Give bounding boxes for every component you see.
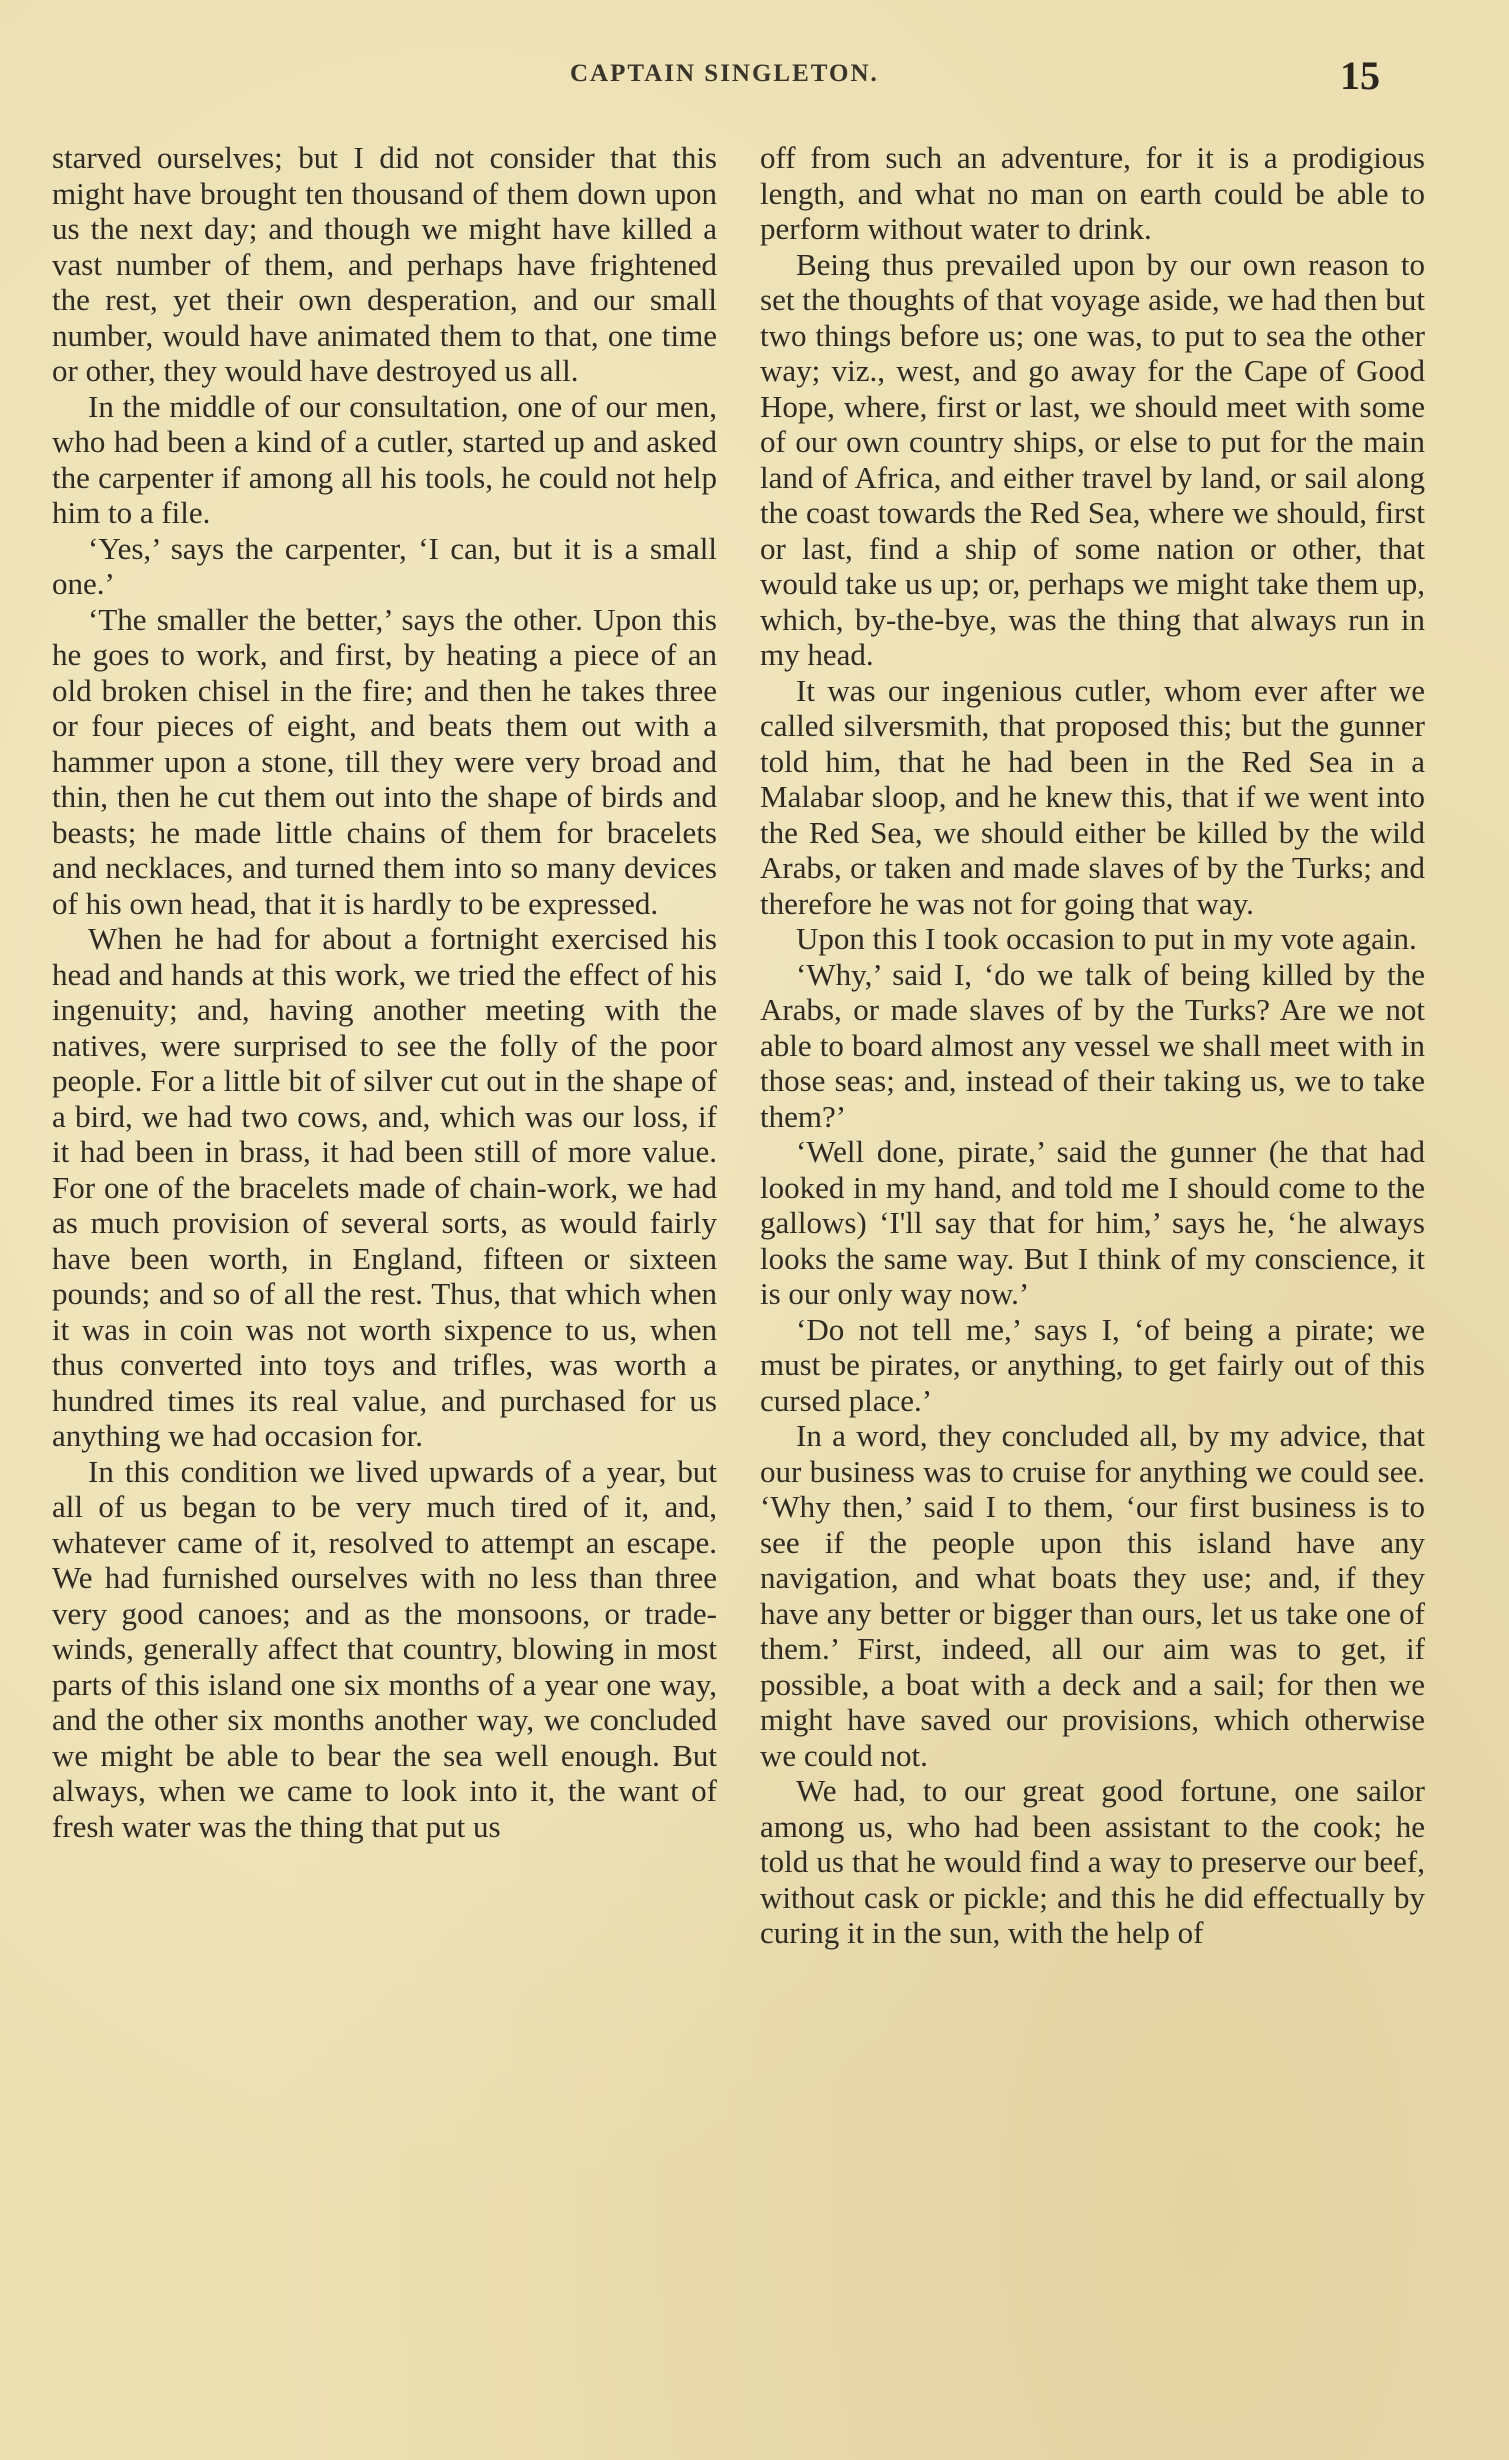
paragraph: ‘The smaller the better,’ says the other. Upon this he goes to work, and first, by heating a piece of an old broken chisel in the fire; and then he takes three or four pieces of eight, and beats them out with a hammer upon a stone, till they were very broad and thin, then he cut them out into the shape of birds and beasts; he made little chains of them for bracelets and necklaces, and turned them into so many devices of his own head, that it is hardly to be expressed. [52, 601, 717, 921]
running-title: CAPTAIN SINGLETON. [570, 60, 879, 87]
page-number: 15 [1340, 53, 1380, 98]
paragraph: When he had for about a fortnight exercised his head and hands at this work, we tried the effect of his ingenuity; and, having another meeting with the natives, were surprised to see the folly of the poor people. For a little bit of silver cut out in the shape of a bird, we had two cows, and, which was our loss, if it had been in brass, it had been still of more value. For one of the bracelets made of chain-work, we had as much provision of several sorts, as would fairly have been worth, in England, fifteen or sixteen pounds; and so of all the rest. Thus, that which when it was in coin was not worth sixpence to us, when thus converted into toys and trifles, was worth a hundred times its real value, and purchased for us anything we had occasion for. [52, 921, 717, 1453]
paragraph: ‘Yes,’ says the carpenter, ‘I can, but it is a small one.’ [52, 530, 717, 601]
paragraph: In a word, they concluded all, by my advice, that our business was to cruise for anything we could see. ‘Why then,’ said I to them, ‘our first business is to see if the people upon this island have any navigation, and what boats they use; and, if they have any better or bigger than ours, let us take one of them.’ First, indeed, all our aim was to get, if possible, a boat with a deck and a sail; for then we might have saved our provisions, which otherwise we could not. [760, 1418, 1425, 1773]
paragraph: ‘Do not tell me,’ says I, ‘of being a pirate; we must be pirates, or anything, to get fairly out of this cursed place.’ [760, 1311, 1425, 1418]
page-header [0, 54, 1509, 104]
paragraph: off from such an adventure, for it is a prodigious length, and what no man on earth could be able to perform without water to drink. [760, 140, 1425, 246]
paragraph: ‘Why,’ said I, ‘do we talk of being killed by the Arabs, or made slaves of by the Turks? Are we not able to board almost any vessel we shall meet with in those seas; and, instead of their taking us, we to take them?’ [760, 956, 1425, 1134]
paragraph: Being thus prevailed upon by our own reason to set the thoughts of that voyage aside, we had then but two things before us; one was, to put to sea the other way; viz., west, and go away for the Cape of Good Hope, where, first or last, we should meet with some of our own country ships, or else to put for the main land of Africa, and either travel by land, or sail along the coast towards the Red Sea, where we should, first or last, find a ship of some nation or other, that would take us up; or, perhaps we might take them up, which, by-the-bye, was the thing that always run in my head. [760, 246, 1425, 672]
paragraph: ‘Well done, pirate,’ said the gunner (he that had looked in my hand, and told me I should come to the gallows) ‘I'll say that for him,’ says he, ‘he always looks the same way. But I think of my conscience, it is our only way now.’ [760, 1134, 1425, 1311]
paragraph: In the middle of our consultation, one of our men, who had been a kind of a cutler, started up and asked the carpenter if among all his tools, he could not help him to a file. [52, 388, 717, 530]
left-column [52, 140, 717, 2430]
paragraph: Upon this I took occasion to put in my vote again. [796, 921, 1417, 956]
right-column [760, 140, 1425, 2430]
paragraph: In this condition we lived upwards of a year, but all of us began to be very much tired of it, and, whatever came of it, resolved to attempt an escape. We had furnished ourselves with no less than three very good canoes; and as the monsoons, or trade-winds, generally affect that country, blowing in most parts of this island one six months of a year one way, and the other six months another way, we concluded we might be able to bear the sea well enough. But always, when we came to look into it, the want of fresh water was the thing that put us [52, 1453, 717, 1844]
paragraph: starved ourselves; but I did not consider that this might have brought ten thousand of them down upon us the next day; and though we might have killed a vast number of them, and perhaps have frightened the rest, yet their own desperation, and our small number, would have animated them to that, one time or other, they would have destroyed us all. [52, 140, 717, 388]
paragraph: It was our ingenious cutler, whom ever after we called silversmith, that proposed this; but the gunner told him, that he had been in the Red Sea in a Malabar sloop, and he knew this, that if we went into the Red Sea, we should either be killed by the wild Arabs, or taken and made slaves of by the Turks; and therefore he was not for going that way. [760, 672, 1425, 921]
paragraph: We had, to our great good fortune, one sailor among us, who had been assistant to the cook; he told us that he would find a way to preserve our beef, without cask or pickle; and this he did effectually by curing it in the sun, with the help of [760, 1773, 1425, 1950]
